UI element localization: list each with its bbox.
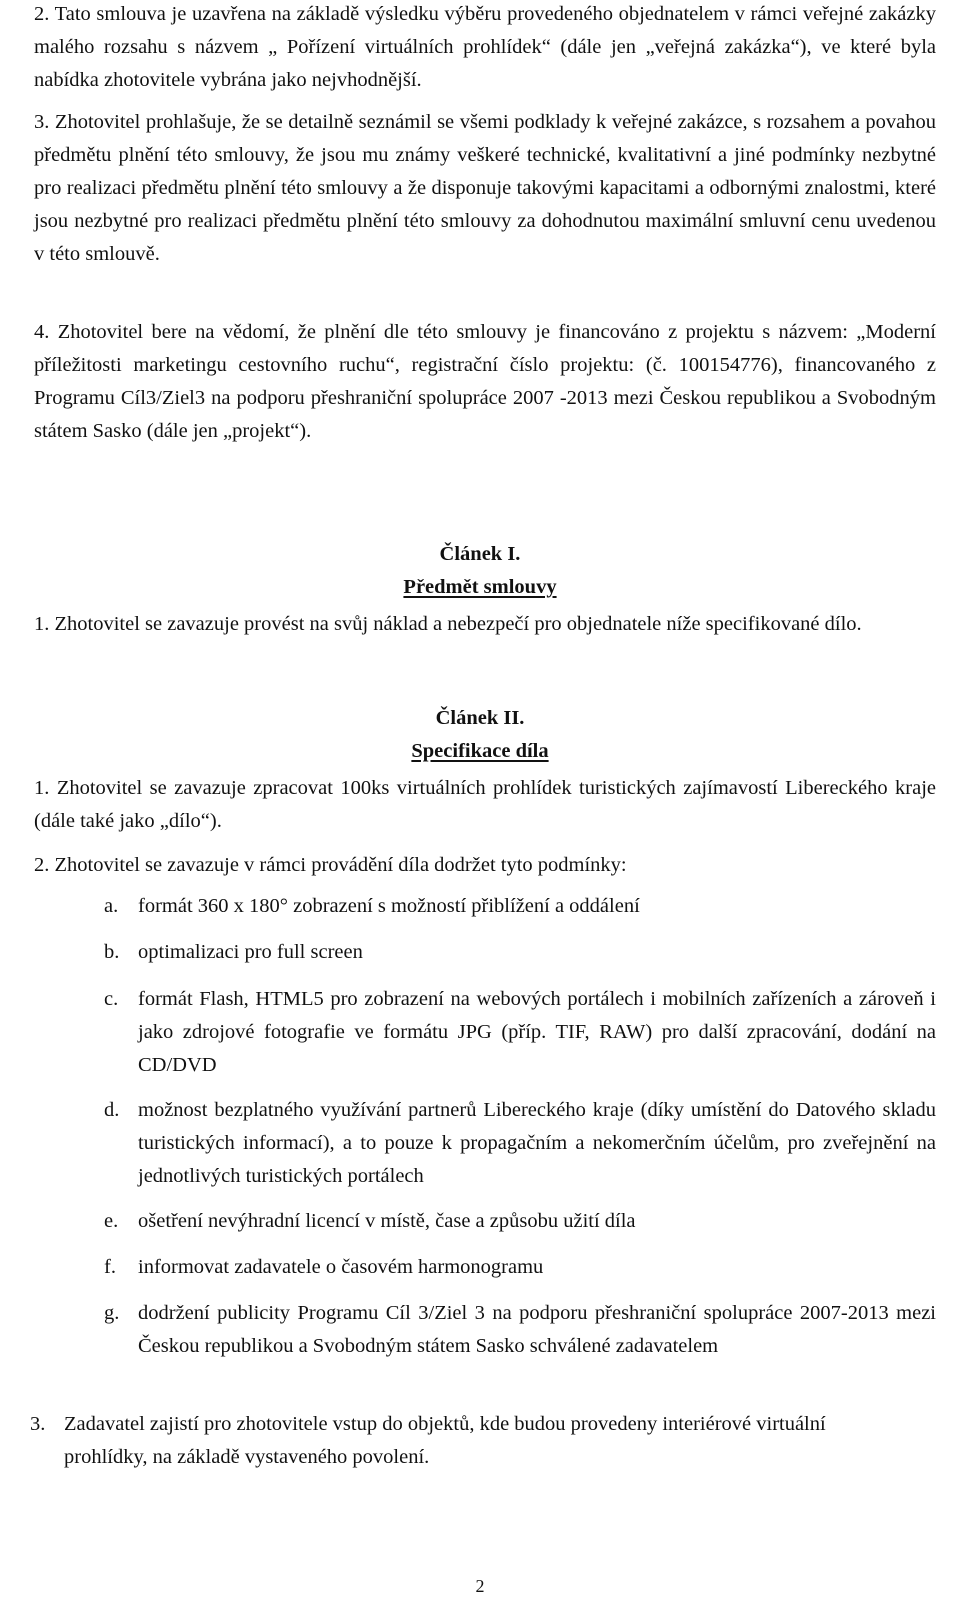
condition-c [104,983,936,1082]
condition-letter: e. [104,1210,119,1232]
condition-g [104,1297,936,1363]
condition-letter: g. [104,1302,120,1324]
condition-e [104,1205,936,1238]
paragraph-text: Zhotovitel bere na vědomí, že plnění dle této smlouvy je financováno z projektu s názvem: „Moderní příležitosti marketingu cestovního ruchu“, registrační číslo projektu: (č. 100154776), financovaného z Programu Cíl3/Ziel3 na podporu přeshraniční spolupráce 2007 -2013 mezi Českou republikou a Svobodným státem Sasko (dále jen „projekt“). [34,321,936,442]
article-2-item-2 [34,849,936,882]
paragraph-4 [34,316,936,448]
article-1-item-1 [34,608,936,641]
item-number: 2. [34,854,50,876]
paragraph-number: 4. [34,321,50,343]
condition-letter: a. [104,895,119,917]
article-1-heading [0,538,960,604]
condition-d [104,1094,936,1193]
item-text: Zhotovitel se zavazuje v rámci provádění díla dodržet tyto podmínky: [54,854,627,876]
article-subtitle: Předmět smlouvy [403,576,557,598]
article-2-heading [0,702,960,768]
condition-letter: f. [104,1256,116,1278]
paragraph-text: Tato smlouva je uzavřena na základě výsledku výběru provedeného objednatelem v rámci veřejné zakázky malého rozsahu s názvem „ Pořízení virtuálních prohlídek“ (dále jen „veřejná zakázka“), ve které byla nabídka zhotovitele vybrána jako nejvhodnější. [34,3,936,91]
condition-text: dodržení publicity Programu Cíl 3/Ziel 3 na podporu přeshraniční spolupráce 2007-2013 mezi Českou republikou a Svobodným státem Sasko schválené zadavatelem [138,1302,936,1357]
paragraph-3 [34,106,936,271]
condition-text: možnost bezplatného využívání partnerů Libereckého kraje (díky umístění do Datového skladu turistických informací), a to pouze k propagačním a nekomerčním účelům, pro zveřejnění na jednotlivých turistických portálech [138,1099,936,1187]
condition-text: formát 360 x 180° zobrazení s možností přiblížení a oddálení [138,895,640,917]
article-title: Článek I. [439,543,521,565]
item-number: 1. [34,777,50,799]
condition-text: formát Flash, HTML5 pro zobrazení na webových portálech i mobilních zařízeních a zároveň i jako zdrojové fotografie ve formátu JPG (příp. TIF, RAW) pro další zpracování, dodání na CD/DVD [138,988,936,1076]
condition-b [104,936,936,969]
item-text: Zadavatel zajistí pro zhotovitele vstup do objektů, kde budou provedeny interiérové virtuální prohlídky, na základě vystaveného povolení. [64,1413,826,1468]
article-subtitle: Specifikace díla [411,740,549,762]
condition-letter: d. [104,1099,120,1121]
item-text: Zhotovitel se zavazuje provést na svůj náklad a nebezpečí pro objednatele níže specifikované dílo. [54,613,862,635]
item-text: Zhotovitel se zavazuje zpracovat 100ks virtuálních prohlídek turistických zajímavostí Libereckého kraje (dále také jako „dílo“). [34,777,937,832]
condition-letter: b. [104,941,120,963]
condition-text: informovat zadavatele o časovém harmonogramu [138,1256,544,1278]
item-number: 1. [34,613,50,635]
paragraph-number: 3. [34,111,50,133]
article-title: Článek II. [435,707,525,729]
condition-text: optimalizaci pro full screen [138,941,363,963]
paragraph-text: Zhotovitel prohlašuje, že se detailně seznámil se všemi podklady k veřejné zakázce, s rozsahem a povahou předmětu plnění této smlouvy, že jsou mu známy veškeré technické, kvalitativní a jiné podmínky nezbytné pro realizaci předmětu plnění této smlouvy a že disponuje takovými kapacitami a odbornými znalostmi, které jsou nezbytné pro realizaci předmětu plnění této smlouvy za dohodnutou maximální smluvní cenu uvedenou v této smlouvě. [34,111,937,265]
item-number: 3. [30,1413,46,1435]
page-number: 2 [475,1576,485,1596]
condition-letter: c. [104,988,119,1010]
article-2-item-3 [30,1408,910,1474]
condition-text: ošetření nevýhradní licencí v místě, čase a způsobu užití díla [138,1210,636,1232]
article-2-item-1 [34,772,936,838]
paragraph-number: 2. [34,3,50,25]
condition-a [104,890,936,923]
paragraph-2 [34,0,936,97]
condition-f [104,1251,936,1284]
